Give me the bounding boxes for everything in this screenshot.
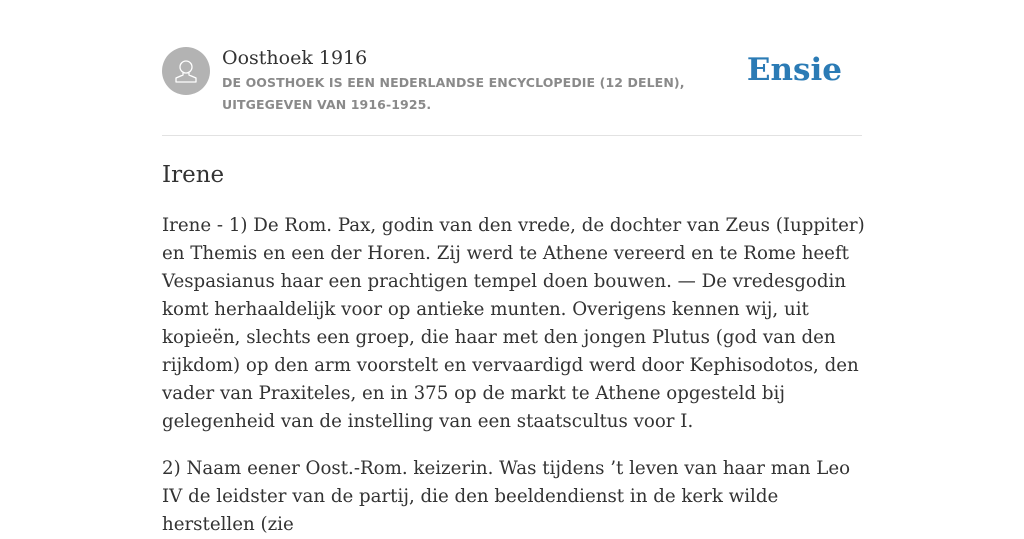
source-header <box>162 46 862 116</box>
avatar[interactable] <box>162 47 210 95</box>
source-title[interactable]: Oosthoek 1916 <box>222 47 368 69</box>
article-paragraph: 2) Naam eener Oost.-Rom. keizerin. Was tijdens ’t leven van haar man Leo IV de leidster van de partij, die den beeldendienst in de kerk wilde herstellen (zie <box>162 458 851 535</box>
source-description: DE OOSTHOEK IS EEN NEDERLANDSE ENCYCLOPEDIE (12 DELEN), UITGEGEVEN VAN 1916-1925. <box>222 75 685 112</box>
user-silhouette-icon <box>162 47 210 95</box>
article-paragraph: Irene - 1) De Rom. Pax, godin van den vrede, de dochter van Zeus (Iuppiter) en Themis en een der Horen. Zij werd te Athene vereerd en te Rome heeft Vespasianus haar een prachtigen tempel doen bouwen. — De vredesgodin komt herhaaldelijk voor op antieke munten. Overigens kennen wij, uit kopieën, slechts een groep, die haar met den jongen Plutus (god van den rijkdom) op den arm voorstelt en vervaardigd werd door Kephisodotos, den vader van Praxiteles, en in 375 op de markt te Athene opgesteld bij gelegenheid van de instelling van een staatscultus voor I. <box>162 215 865 432</box>
ensie-logo-link[interactable]: Ensie <box>746 52 842 88</box>
article-title: Irene <box>162 162 225 188</box>
article <box>162 158 867 539</box>
divider <box>162 135 862 136</box>
